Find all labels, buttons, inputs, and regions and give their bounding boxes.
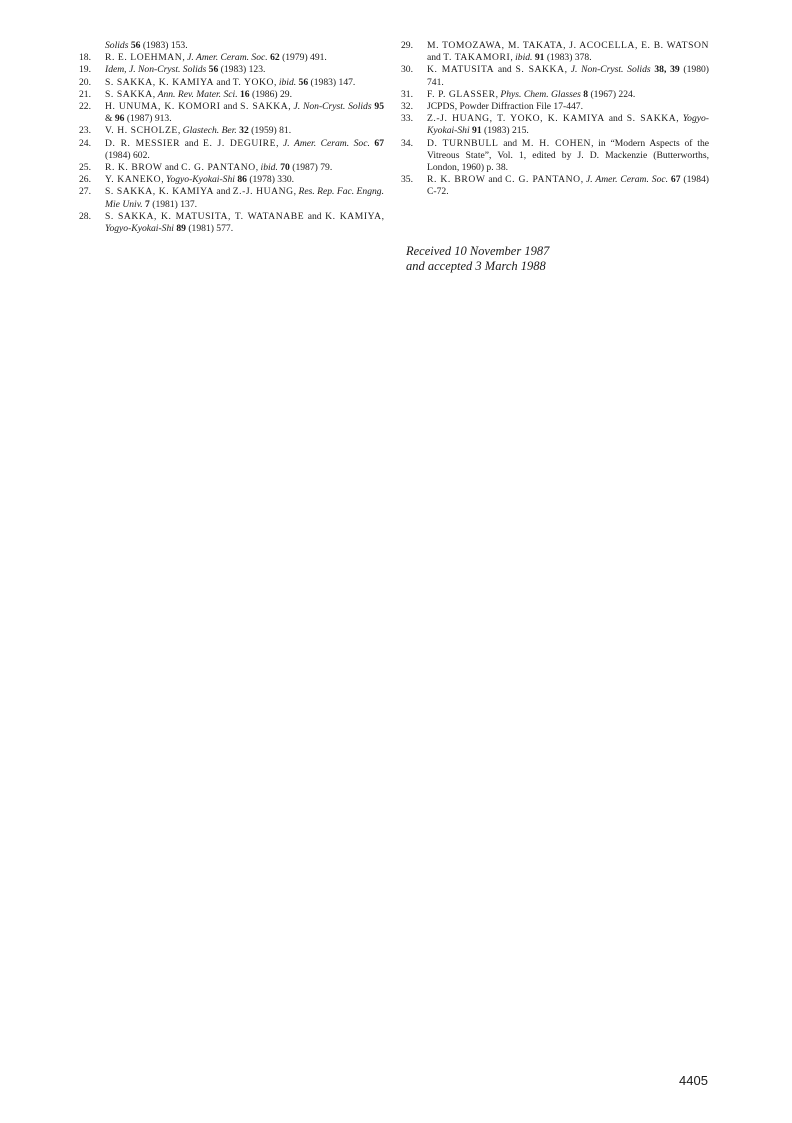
reference-text: Z.-J. HUANG xyxy=(232,186,294,198)
reference-text: S. SAKKA, K. KAMIYA xyxy=(105,186,215,198)
reference-text: Res. Rep. Fac. Engng. Mie Univ. xyxy=(105,186,384,210)
reference-number: 30. xyxy=(401,64,413,76)
reference-text: and xyxy=(220,101,241,113)
reference-text: , xyxy=(288,101,294,113)
reference-list xyxy=(79,52,384,235)
reference-text: 7 xyxy=(142,198,150,210)
reference-text: S. SAKKA xyxy=(105,88,153,100)
reference-text: , xyxy=(293,186,299,198)
reference-text: and xyxy=(214,76,233,88)
reference-text: 67 xyxy=(668,174,681,186)
reference-item xyxy=(79,77,384,89)
reference-text: 89 xyxy=(173,223,186,235)
reference-number: 35. xyxy=(401,174,413,186)
reference-text: 38, 39 xyxy=(650,64,680,76)
reference-number: 34. xyxy=(401,137,413,149)
reference-number: 31. xyxy=(401,88,413,100)
reference-item xyxy=(79,138,384,162)
reference-text: , xyxy=(676,113,683,125)
reference-text: , in “Modern Aspects of the Vitreous State”, Vol. 1, edited by J. D. Mackenzie (Butterworths, London, 1960) p. 38. xyxy=(427,137,710,174)
reference-continuation: Solids 56 (1983) 153. xyxy=(105,40,188,51)
reference-text: C. G. PANTANO xyxy=(181,162,256,174)
reference-text: and xyxy=(304,210,326,222)
reference-text: (1981) 577. xyxy=(185,223,234,235)
reference-text: & xyxy=(105,113,115,125)
reference-text: S. SAKKA, K. MATUSITA, T. WATANABE xyxy=(105,210,305,222)
reference-text: , xyxy=(177,125,183,137)
reference-item xyxy=(401,40,709,64)
reference-text: Yogyo-Kyokai-Shi xyxy=(105,223,174,235)
reference-text: 16 xyxy=(237,88,250,100)
reference-text: ibid. xyxy=(278,76,297,88)
reference-text: Glastech. Ber. xyxy=(182,125,237,137)
reference-text: , xyxy=(274,76,279,88)
reference-text: D. TURNBULL xyxy=(427,137,499,149)
reference-text: 91 xyxy=(532,52,545,64)
reference-text: Idem, J. Non-Cryst. Solids xyxy=(105,64,207,76)
reference-text: (1979) 491. xyxy=(279,52,327,64)
reference-item xyxy=(401,138,709,175)
reference-item xyxy=(401,101,709,113)
reference-text: (1959) 81. xyxy=(248,125,292,137)
reference-text: , xyxy=(564,64,571,76)
reference-number: 20. xyxy=(79,76,91,88)
reference-text: F. P. GLASSER xyxy=(427,88,496,100)
reference-text: 96 xyxy=(114,113,125,125)
reference-item xyxy=(401,89,709,101)
reference-item xyxy=(79,162,384,174)
received-date-note xyxy=(406,244,549,273)
reference-text: Yogyo-Kyokai-Shi xyxy=(427,113,710,137)
reference-text: (1984) 602. xyxy=(105,149,150,161)
reference-number: 24. xyxy=(79,137,91,149)
reference-text: Yogyo-Kyokai-Shi xyxy=(165,174,235,186)
reference-number: 21. xyxy=(79,88,91,100)
reference-text: , xyxy=(495,88,501,100)
reference-number: 18. xyxy=(79,52,91,64)
reference-text: and xyxy=(604,113,627,125)
reference-text: 70 xyxy=(277,162,290,174)
reference-list xyxy=(401,40,709,199)
reference-text: , xyxy=(276,137,283,149)
reference-text: M. TOMOZAWA, M. TAKATA, J. ACOCELLA, E. B. WATSON xyxy=(427,40,709,51)
reference-text: Phys. Chem. Glasses xyxy=(500,88,581,100)
reference-item xyxy=(79,64,384,76)
reference-text: J. Non-Cryst. Solids xyxy=(293,101,372,113)
page-number: 4405 xyxy=(679,1073,708,1088)
reference-text: Z.-J. HUANG, T. YOKO, K. KAMIYA xyxy=(427,113,605,125)
reference-number: 26. xyxy=(79,174,91,186)
reference-text: 8 xyxy=(580,88,589,100)
references-left-column xyxy=(79,40,384,235)
reference-text: 62 xyxy=(267,52,280,64)
reference-text: and xyxy=(494,64,516,76)
reference-text: , xyxy=(152,88,158,100)
reference-text: (1987) 79. xyxy=(289,162,333,174)
reference-number: 27. xyxy=(79,186,91,198)
reference-text: K. KAMIYA xyxy=(325,210,382,222)
reference-text: D. R. MESSIER xyxy=(105,137,181,149)
reference-text: 86 xyxy=(234,174,247,186)
reference-text: S. SAKKA xyxy=(515,64,565,76)
reference-text: 91 xyxy=(469,125,482,137)
reference-text: , xyxy=(182,52,188,64)
reference-text: 56 xyxy=(206,64,219,76)
reference-text: T. YOKO xyxy=(232,76,275,88)
reference-text: , xyxy=(381,210,385,222)
reference-item xyxy=(79,174,384,186)
reference-text: E. J. DEGUIRE xyxy=(203,137,277,149)
reference-text: (1983) 147. xyxy=(308,76,356,88)
reference-text: (1967) 224. xyxy=(588,88,636,100)
reference-text: S. SAKKA, K. KAMIYA xyxy=(105,76,215,88)
reference-text: (1980) 741. xyxy=(427,64,709,88)
reference-text: 32 xyxy=(236,125,249,137)
reference-item xyxy=(401,64,709,88)
reference-number: 25. xyxy=(79,162,91,174)
reference-text: K. MATUSITA xyxy=(427,64,495,76)
reference-item xyxy=(401,113,709,137)
reference-text: J. Amer. Ceram. Soc. xyxy=(282,137,370,149)
reference-text: M. H. COHEN xyxy=(521,137,592,149)
reference-item xyxy=(79,125,384,137)
reference-text: (1983) 378. xyxy=(544,52,592,64)
reference-text: 67 xyxy=(369,137,384,149)
reference-text: (1983) 123. xyxy=(218,64,266,76)
reference-text: R. K. BROW xyxy=(105,162,163,174)
reference-item xyxy=(79,52,384,64)
reference-text: J. Non-Cryst. Solids xyxy=(570,64,651,76)
reference-item xyxy=(79,89,384,101)
references-right-column xyxy=(401,40,709,199)
reference-text: , xyxy=(161,174,166,186)
reference-item xyxy=(401,174,709,198)
reference-number: 23. xyxy=(79,125,91,137)
reference-text: and xyxy=(498,137,522,149)
reference-text: JCPDS, Powder Diffraction File 17-447. xyxy=(427,101,583,113)
reference-number: 22. xyxy=(79,101,91,113)
reference-text: J. Amer. Ceram. Soc. xyxy=(187,52,268,64)
reference-number: 29. xyxy=(401,40,413,51)
reference-text: (1984) C-72. xyxy=(427,174,710,198)
reference-text: S. SAKKA xyxy=(626,113,677,125)
reference-number: 28. xyxy=(79,210,91,222)
reference-text: Ann. Rev. Mater. Sci. xyxy=(157,88,238,100)
reference-text: R. E. LOEHMAN xyxy=(105,52,183,64)
reference-text: 56 xyxy=(296,76,309,88)
reference-text: (1986) 29. xyxy=(249,88,292,100)
reference-text: (1983) 215. xyxy=(481,125,529,137)
reference-text: Y. KANEKO xyxy=(105,174,162,186)
reference-number: 33. xyxy=(401,113,413,125)
reference-item xyxy=(79,211,384,235)
reference-text: S. SAKKA xyxy=(240,101,289,113)
accepted-line: and accepted 3 March 1988 xyxy=(406,258,546,273)
reference-text: C. G. PANTANO xyxy=(505,174,581,186)
reference-number: 32. xyxy=(401,101,413,113)
reference-text: ibid. xyxy=(515,52,533,64)
reference-text: and xyxy=(427,52,444,64)
received-line: Received 10 November 1987 xyxy=(406,244,550,258)
reference-text: 95 xyxy=(371,101,384,113)
reference-text: (1981) 137. xyxy=(149,198,198,210)
reference-text: , xyxy=(255,162,261,174)
reference-text: J. Amer. Ceram. Soc. xyxy=(585,174,669,186)
reference-text: and xyxy=(180,137,204,149)
reference-text: H. UNUMA, K. KOMORI xyxy=(105,101,221,113)
reference-text: (1978) 330. xyxy=(246,174,295,186)
reference-text: and xyxy=(485,174,506,186)
reference-text: and xyxy=(162,162,182,174)
reference-text: R. K. BROW xyxy=(427,174,486,186)
reference-item xyxy=(79,186,384,210)
reference-text: , xyxy=(510,52,516,64)
reference-number: 19. xyxy=(79,64,91,76)
reference-text: (1987) 913. xyxy=(124,113,172,125)
reference-item xyxy=(79,101,384,125)
reference-text: V. H. SCHOLZE xyxy=(105,125,178,137)
reference-text: and xyxy=(214,186,233,198)
reference-text: , xyxy=(580,174,586,186)
reference-text: T. TAKAMORI xyxy=(443,52,511,64)
reference-text: ibid. xyxy=(260,162,278,174)
